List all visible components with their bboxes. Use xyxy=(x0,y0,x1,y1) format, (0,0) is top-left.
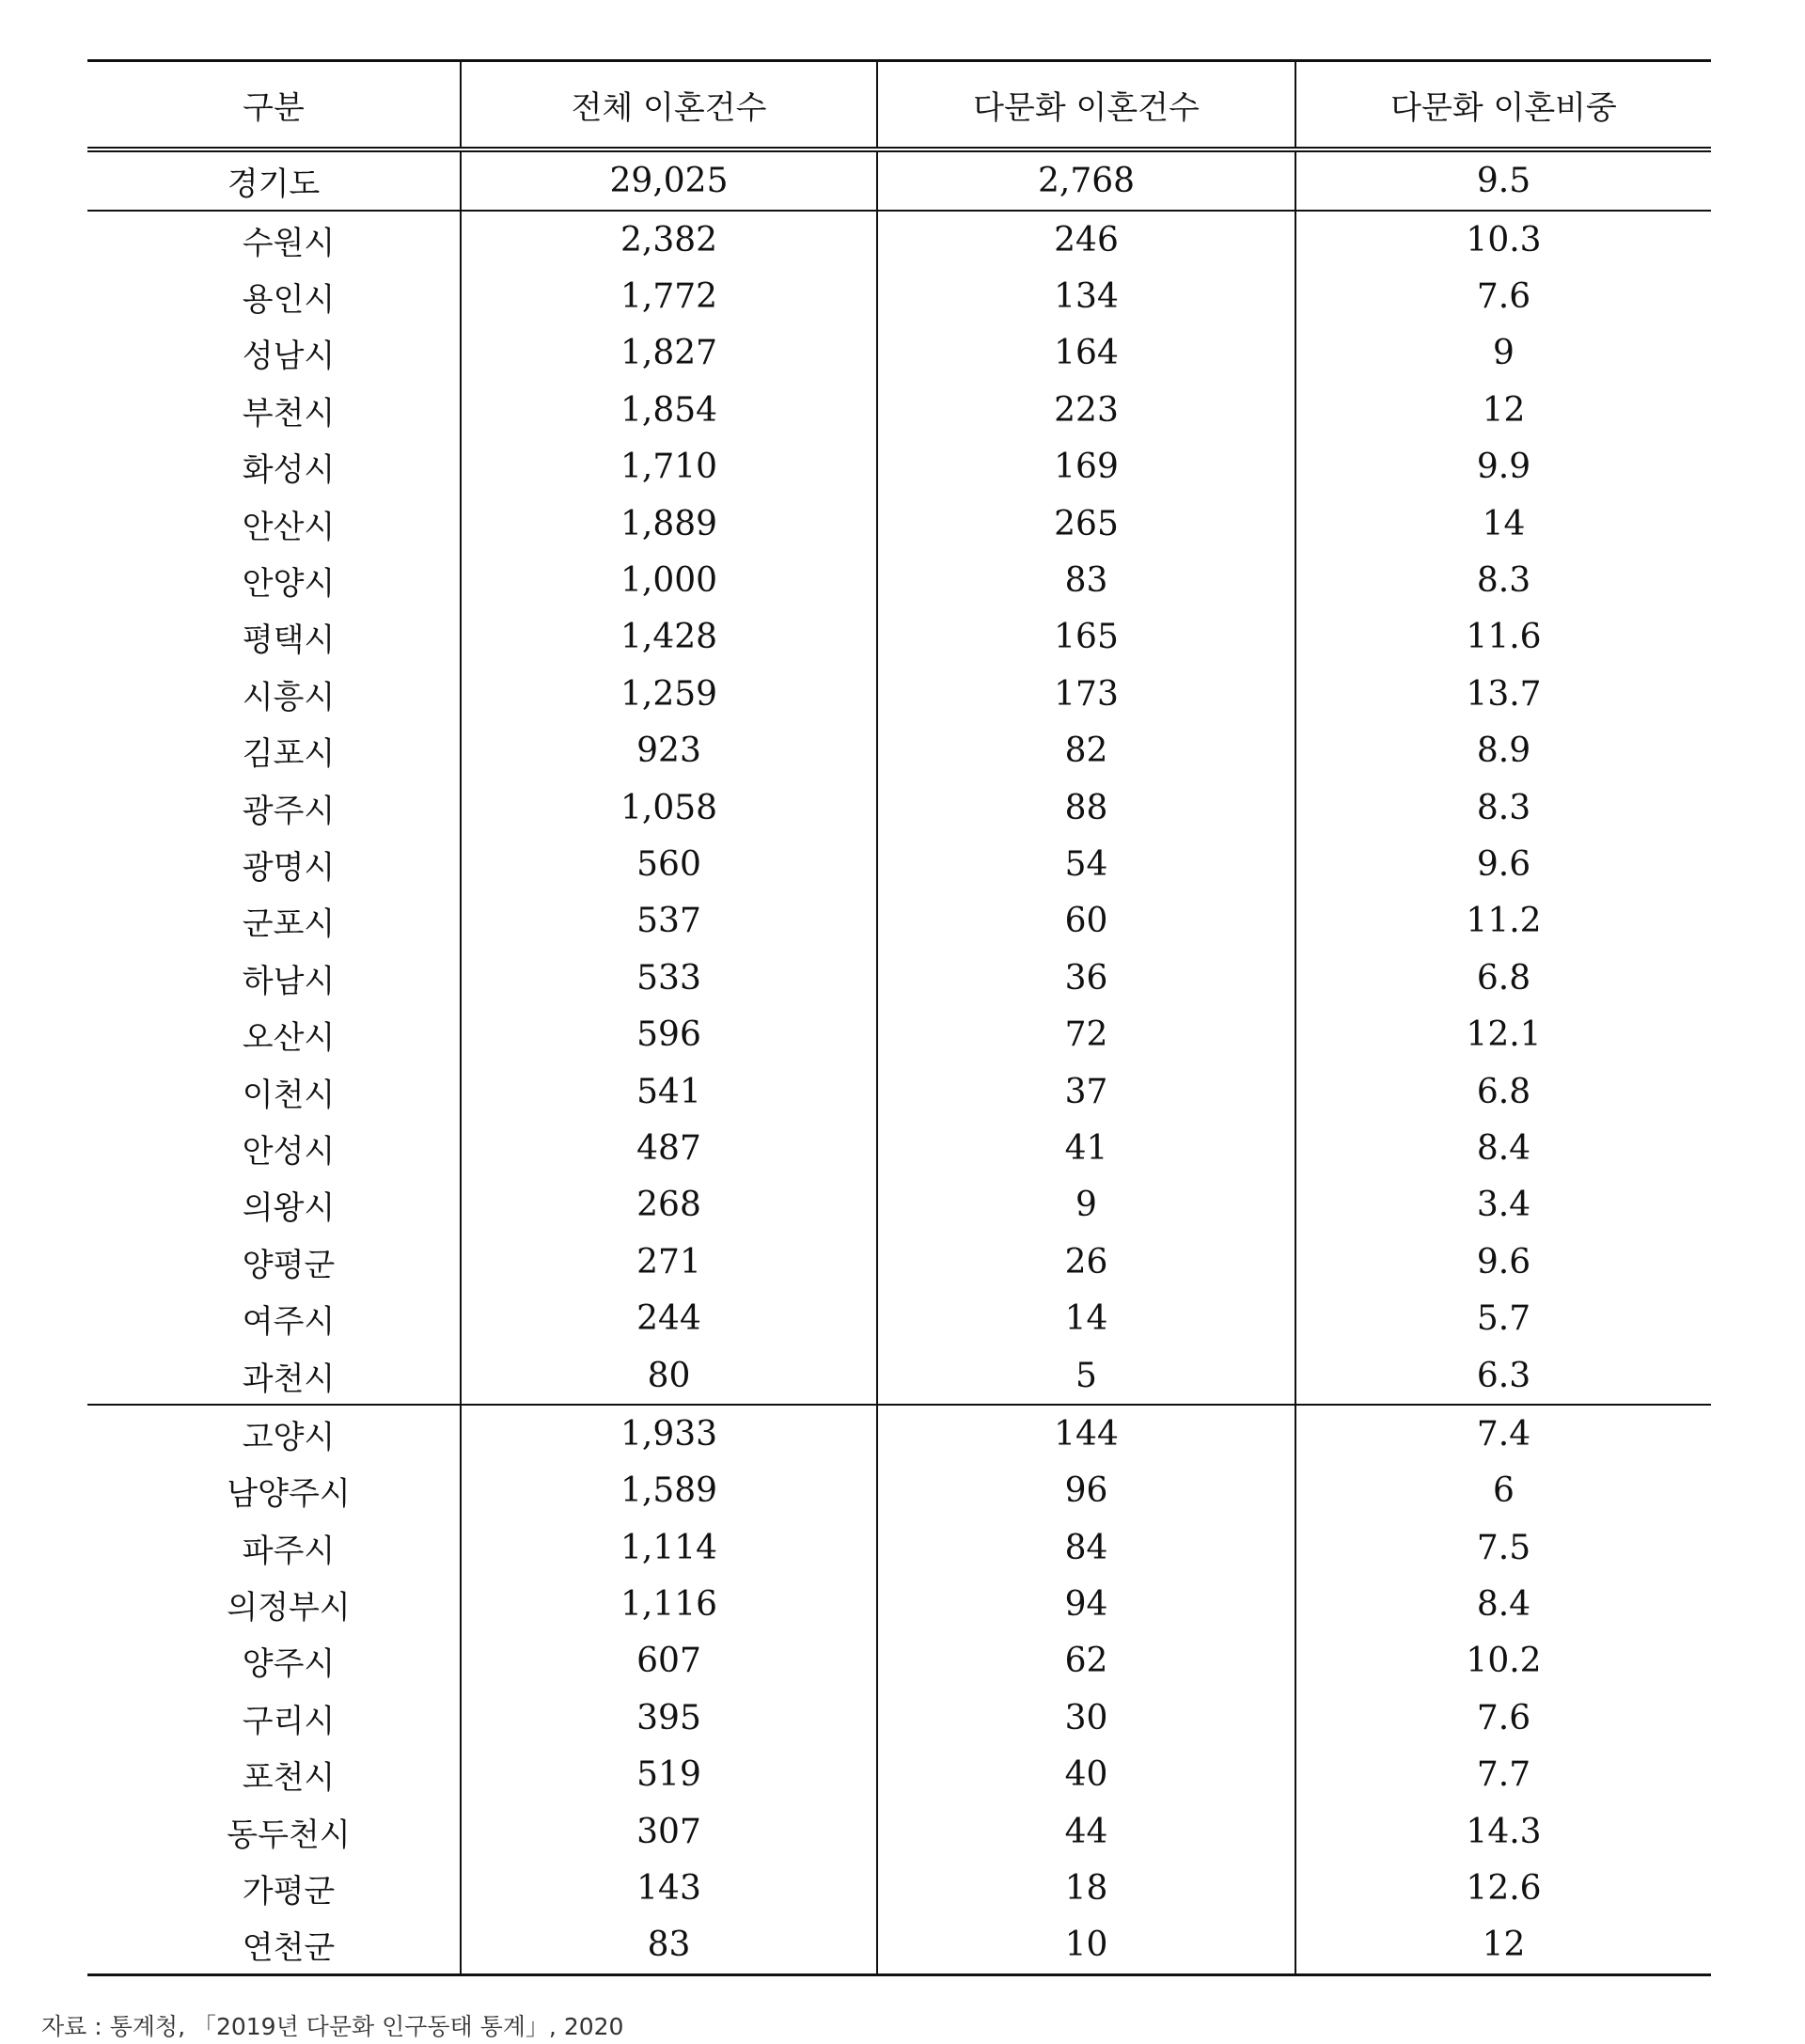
multicultural-share-cell: 6.8 xyxy=(1295,1063,1711,1120)
multicultural-share-cell: 12 xyxy=(1295,382,1711,438)
multicultural-divorces-cell: 72 xyxy=(877,1006,1295,1062)
multicultural-divorces-cell: 82 xyxy=(877,723,1295,779)
table-row xyxy=(87,950,1711,1006)
multicultural-divorces-cell: 164 xyxy=(877,325,1295,382)
multicultural-divorces-cell: 10 xyxy=(877,1917,1295,1975)
multicultural-share-cell: 7.6 xyxy=(1295,1690,1711,1746)
multicultural-share-cell: 7.7 xyxy=(1295,1747,1711,1803)
total-divorces-cell: 29,025 xyxy=(461,149,877,211)
multicultural-divorces-cell: 84 xyxy=(877,1519,1295,1576)
multicultural-share-cell: 9.6 xyxy=(1295,836,1711,892)
table-row xyxy=(87,1006,1711,1062)
multicultural-share-cell: 13.7 xyxy=(1295,666,1711,722)
table-row xyxy=(87,1803,1711,1860)
multicultural-divorces-cell: 144 xyxy=(877,1405,1295,1462)
total-divorces-cell: 1,116 xyxy=(461,1576,877,1632)
region-name: 광명시 xyxy=(242,848,336,887)
total-divorces-cell: 1,827 xyxy=(461,325,877,382)
total-divorces-cell: 395 xyxy=(461,1690,877,1746)
total-divorces-cell: 307 xyxy=(461,1803,877,1860)
total-divorces-cell: 560 xyxy=(461,836,877,892)
region-name: 파주시 xyxy=(242,1532,336,1570)
table-row xyxy=(87,1463,1711,1519)
multicultural-share-cell: 6 xyxy=(1295,1463,1711,1519)
region-name: 동두천시 xyxy=(227,1816,351,1854)
table-row xyxy=(87,723,1711,779)
multicultural-share-cell: 9 xyxy=(1295,325,1711,382)
multicultural-share-cell: 6.8 xyxy=(1295,950,1711,1006)
multicultural-share-cell: 9.6 xyxy=(1295,1234,1711,1290)
table-row xyxy=(87,1063,1711,1120)
table-row xyxy=(87,211,1711,268)
region-name: 김포시 xyxy=(242,735,336,774)
divorce-statistics-table xyxy=(87,59,1711,1976)
region-name: 과천시 xyxy=(242,1360,336,1398)
multicultural-share-cell: 9.9 xyxy=(1295,439,1711,495)
total-divorces-cell: 607 xyxy=(461,1633,877,1690)
multicultural-divorces-cell: 246 xyxy=(877,211,1295,268)
multicultural-share-cell: 12.6 xyxy=(1295,1860,1711,1916)
total-row xyxy=(87,149,1711,211)
multicultural-share-cell: 8.9 xyxy=(1295,723,1711,779)
table-row xyxy=(87,1234,1711,1290)
table-row xyxy=(87,893,1711,950)
multicultural-divorces-cell: 94 xyxy=(877,1576,1295,1632)
region-name: 부천시 xyxy=(242,394,336,432)
region-name: 안양시 xyxy=(242,565,336,604)
header-row xyxy=(87,61,1711,150)
table-row xyxy=(87,325,1711,382)
table-row xyxy=(87,268,1711,324)
northern-region-group xyxy=(87,1405,1711,1974)
multicultural-share-cell: 11.6 xyxy=(1295,609,1711,666)
multicultural-divorces-cell: 30 xyxy=(877,1690,1295,1746)
region-name: 이천시 xyxy=(242,1076,336,1114)
multicultural-divorces-cell: 9 xyxy=(877,1177,1295,1234)
region-name: 하남시 xyxy=(242,962,336,1000)
multicultural-divorces-cell: 223 xyxy=(877,382,1295,438)
multicultural-share-cell: 3.4 xyxy=(1295,1177,1711,1234)
source-note: 자료 : 통계청, 「2019년 다문화 인구동태 통계」, 2020 xyxy=(41,2013,624,2040)
region-name: 연천군 xyxy=(87,1917,461,1975)
multicultural-divorces-cell: 5 xyxy=(877,1347,1295,1405)
region-name: 시흥시 xyxy=(242,678,336,716)
region-name: 군포시 xyxy=(242,905,336,944)
region-name: 여주시 xyxy=(242,1303,336,1342)
table-row xyxy=(87,1120,1711,1176)
multicultural-share-cell: 5.7 xyxy=(1295,1290,1711,1346)
total-divorces-cell: 533 xyxy=(461,950,877,1006)
region-name: 화성시 xyxy=(242,451,336,490)
total-divorces-cell: 2,382 xyxy=(461,211,877,268)
total-divorces-cell: 1,772 xyxy=(461,268,877,324)
multicultural-divorces-cell: 173 xyxy=(877,666,1295,722)
table-row xyxy=(87,1747,1711,1803)
total-divorces-cell: 1,428 xyxy=(461,609,877,666)
header-multicultural-divorces: 다문화 이혼건수 xyxy=(877,61,1295,150)
region-name: 수원시 xyxy=(87,211,461,268)
table-row xyxy=(87,609,1711,666)
table-row xyxy=(87,1177,1711,1234)
total-divorces-cell: 1,589 xyxy=(461,1463,877,1519)
total-divorces-cell: 1,889 xyxy=(461,495,877,552)
multicultural-share-cell: 8.4 xyxy=(1295,1576,1711,1632)
multicultural-divorces-cell: 37 xyxy=(877,1063,1295,1120)
multicultural-share-cell: 14.3 xyxy=(1295,1803,1711,1860)
table-row xyxy=(87,382,1711,438)
multicultural-share-cell: 7.6 xyxy=(1295,268,1711,324)
header-category: 구분 xyxy=(87,61,461,150)
multicultural-share-cell: 8.3 xyxy=(1295,552,1711,608)
multicultural-share-cell: 6.3 xyxy=(1295,1347,1711,1405)
multicultural-divorces-cell: 83 xyxy=(877,552,1295,608)
table-row xyxy=(87,779,1711,836)
table-row xyxy=(87,439,1711,495)
total-divorces-cell: 1,933 xyxy=(461,1405,877,1462)
multicultural-share-cell: 7.5 xyxy=(1295,1519,1711,1576)
total-divorces-cell: 1,710 xyxy=(461,439,877,495)
multicultural-divorces-cell: 14 xyxy=(877,1290,1295,1346)
region-name: 안산시 xyxy=(242,508,336,546)
region-name: 구리시 xyxy=(242,1702,336,1740)
region-name: 포천시 xyxy=(242,1759,336,1798)
region-name: 의왕시 xyxy=(242,1189,336,1228)
region-name: 광주시 xyxy=(242,792,336,830)
total-divorces-cell: 923 xyxy=(461,723,877,779)
multicultural-share-cell: 12 xyxy=(1295,1917,1711,1975)
total-divorces-cell: 1,854 xyxy=(461,382,877,438)
region-name: 양주시 xyxy=(242,1645,336,1684)
table-row xyxy=(87,836,1711,892)
region-name: 경기도 xyxy=(87,149,461,211)
region-name: 의정부시 xyxy=(227,1589,351,1627)
multicultural-divorces-cell: 40 xyxy=(877,1747,1295,1803)
region-name: 남양주시 xyxy=(227,1475,351,1514)
multicultural-divorces-cell: 169 xyxy=(877,439,1295,495)
multicultural-divorces-cell: 26 xyxy=(877,1234,1295,1290)
total-divorces-cell: 268 xyxy=(461,1177,877,1234)
multicultural-divorces-cell: 96 xyxy=(877,1463,1295,1519)
total-divorces-cell: 596 xyxy=(461,1006,877,1062)
multicultural-divorces-cell: 62 xyxy=(877,1633,1295,1690)
multicultural-divorces-cell: 88 xyxy=(877,779,1295,836)
multicultural-divorces-cell: 134 xyxy=(877,268,1295,324)
multicultural-divorces-cell: 165 xyxy=(877,609,1295,666)
total-divorces-cell: 1,000 xyxy=(461,552,877,608)
region-name: 안성시 xyxy=(242,1132,336,1171)
table-row xyxy=(87,1576,1711,1632)
total-divorces-cell: 1,114 xyxy=(461,1519,877,1576)
multicultural-share-cell: 9.5 xyxy=(1295,149,1711,211)
southern-region-group xyxy=(87,211,1711,1405)
region-name: 오산시 xyxy=(242,1019,336,1058)
total-divorces-cell: 244 xyxy=(461,1290,877,1346)
multicultural-divorces-cell: 44 xyxy=(877,1803,1295,1860)
multicultural-divorces-cell: 265 xyxy=(877,495,1295,552)
table-row xyxy=(87,1860,1711,1916)
multicultural-divorces-cell: 60 xyxy=(877,893,1295,950)
total-divorces-cell: 80 xyxy=(461,1347,877,1405)
total-divorces-cell: 487 xyxy=(461,1120,877,1176)
multicultural-share-cell: 11.2 xyxy=(1295,893,1711,950)
total-divorces-cell: 1,259 xyxy=(461,666,877,722)
header-total-divorces: 전체 이혼건수 xyxy=(461,61,877,150)
multicultural-divorces-cell: 54 xyxy=(877,836,1295,892)
region-name: 평택시 xyxy=(242,621,336,660)
region-name: 양평군 xyxy=(242,1246,336,1284)
multicultural-share-cell: 10.2 xyxy=(1295,1633,1711,1690)
table-row xyxy=(87,1519,1711,1576)
table-row xyxy=(87,552,1711,608)
region-name: 성남시 xyxy=(242,338,336,376)
total-divorces-cell: 541 xyxy=(461,1063,877,1120)
table-row xyxy=(87,495,1711,552)
region-name: 용인시 xyxy=(242,281,336,320)
total-divorces-cell: 519 xyxy=(461,1747,877,1803)
region-name: 고양시 xyxy=(87,1405,461,1462)
table-row xyxy=(87,1405,1711,1462)
total-divorces-cell: 271 xyxy=(461,1234,877,1290)
multicultural-share-cell: 10.3 xyxy=(1295,211,1711,268)
total-divorces-cell: 143 xyxy=(461,1860,877,1916)
total-divorces-cell: 1,058 xyxy=(461,779,877,836)
table-row xyxy=(87,1633,1711,1690)
multicultural-share-cell: 12.1 xyxy=(1295,1006,1711,1062)
table-row xyxy=(87,1690,1711,1746)
multicultural-divorces-cell: 41 xyxy=(877,1120,1295,1176)
total-divorces-cell: 83 xyxy=(461,1917,877,1975)
multicultural-share-cell: 8.4 xyxy=(1295,1120,1711,1176)
multicultural-share-cell: 8.3 xyxy=(1295,779,1711,836)
multicultural-divorces-cell: 36 xyxy=(877,950,1295,1006)
total-divorces-cell: 537 xyxy=(461,893,877,950)
multicultural-divorces-cell: 2,768 xyxy=(877,149,1295,211)
multicultural-share-cell: 7.4 xyxy=(1295,1405,1711,1462)
table-row xyxy=(87,1917,1711,1975)
region-name: 가평군 xyxy=(242,1873,336,1911)
multicultural-divorces-cell: 18 xyxy=(877,1860,1295,1916)
header-multicultural-share: 다문화 이혼비중 xyxy=(1295,61,1711,150)
table-row xyxy=(87,1347,1711,1405)
multicultural-share-cell: 14 xyxy=(1295,495,1711,552)
table-row xyxy=(87,666,1711,722)
table-row xyxy=(87,1290,1711,1346)
